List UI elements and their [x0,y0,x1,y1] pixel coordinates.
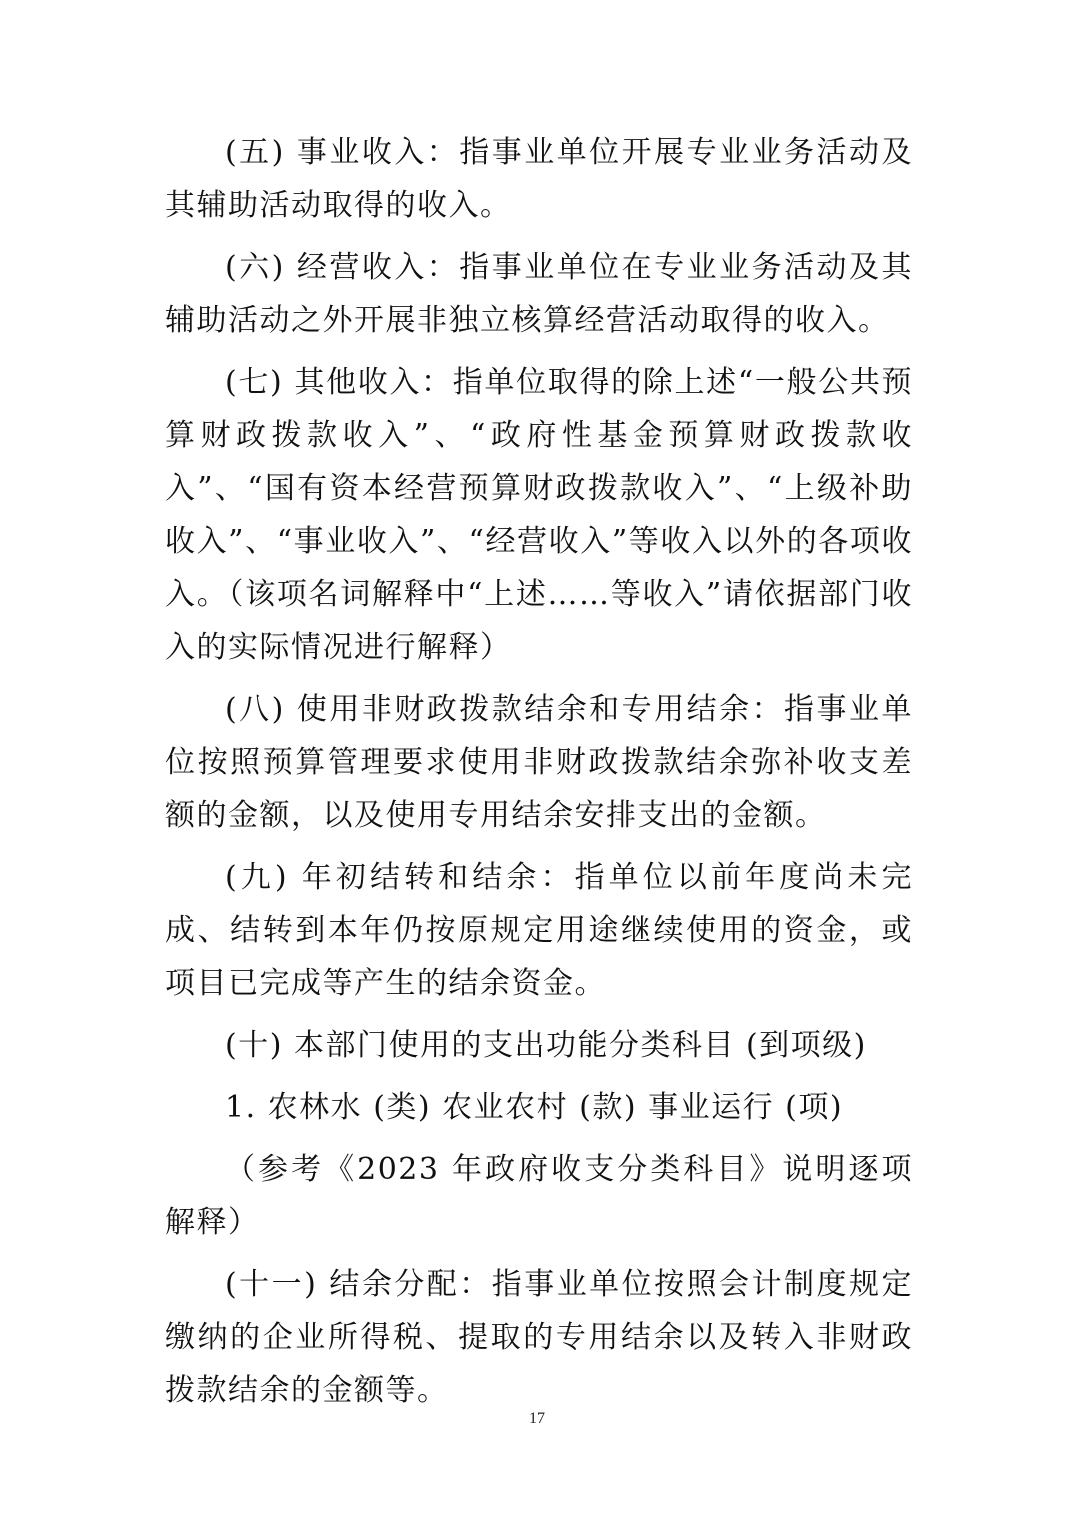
paragraph-classification-item-1: 1. 农林水 (类) 农业农村 (款) 事业运行 (项) [225,1090,844,1125]
paragraph-other-income: (七) 其他收入：指单位取得的除上述“一般公共预算财政拨款收入”、“政府性基金预算财政拨款收入”、“国有资本经营预算财政拨款收入”、“上级补助收入”、“事业收入”、“经营收入”等收入以外的各项收入。（该项名词解释中“上述……等收入”请依据部门收入的实际情况进行解释） [165,365,913,665]
paragraph-carryover-balance: (九) 年初结转和结余：指单位以前年度尚未完成、结转到本年仍按原规定用途继续使用的资金，或项目已完成等产生的结余资金。 [165,860,913,1001]
document-body [165,126,913,1426]
paragraph-classification-note: （参考《2023 年政府收支分类科目》说明逐项解释） [165,1152,913,1240]
paragraph-surplus-distribution: (十一) 结余分配：指事业单位按照会计制度规定缴纳的企业所得税、提取的专用结余以及转入非财政拨款结余的金额等。 [165,1267,913,1408]
paragraph-business-income: (五) 事业收入：指事业单位开展专业业务活动及其辅助活动取得的收入。 [165,135,913,223]
paragraph-expenditure-classification: (十) 本部门使用的支出功能分类科目 (到项级) [225,1028,867,1063]
paragraph-operating-income: (六) 经营收入：指事业单位在专业业务活动及其辅助活动之外开展非独立核算经营活动取得的收入。 [165,250,913,338]
page-number: 17 [529,1410,545,1427]
paragraph-non-fiscal-balance-use: (八) 使用非财政拨款结余和专用结余：指事业单位按照预算管理要求使用非财政拨款结余弥补收支差额的金额，以及使用专用结余安排支出的金额。 [165,692,913,833]
